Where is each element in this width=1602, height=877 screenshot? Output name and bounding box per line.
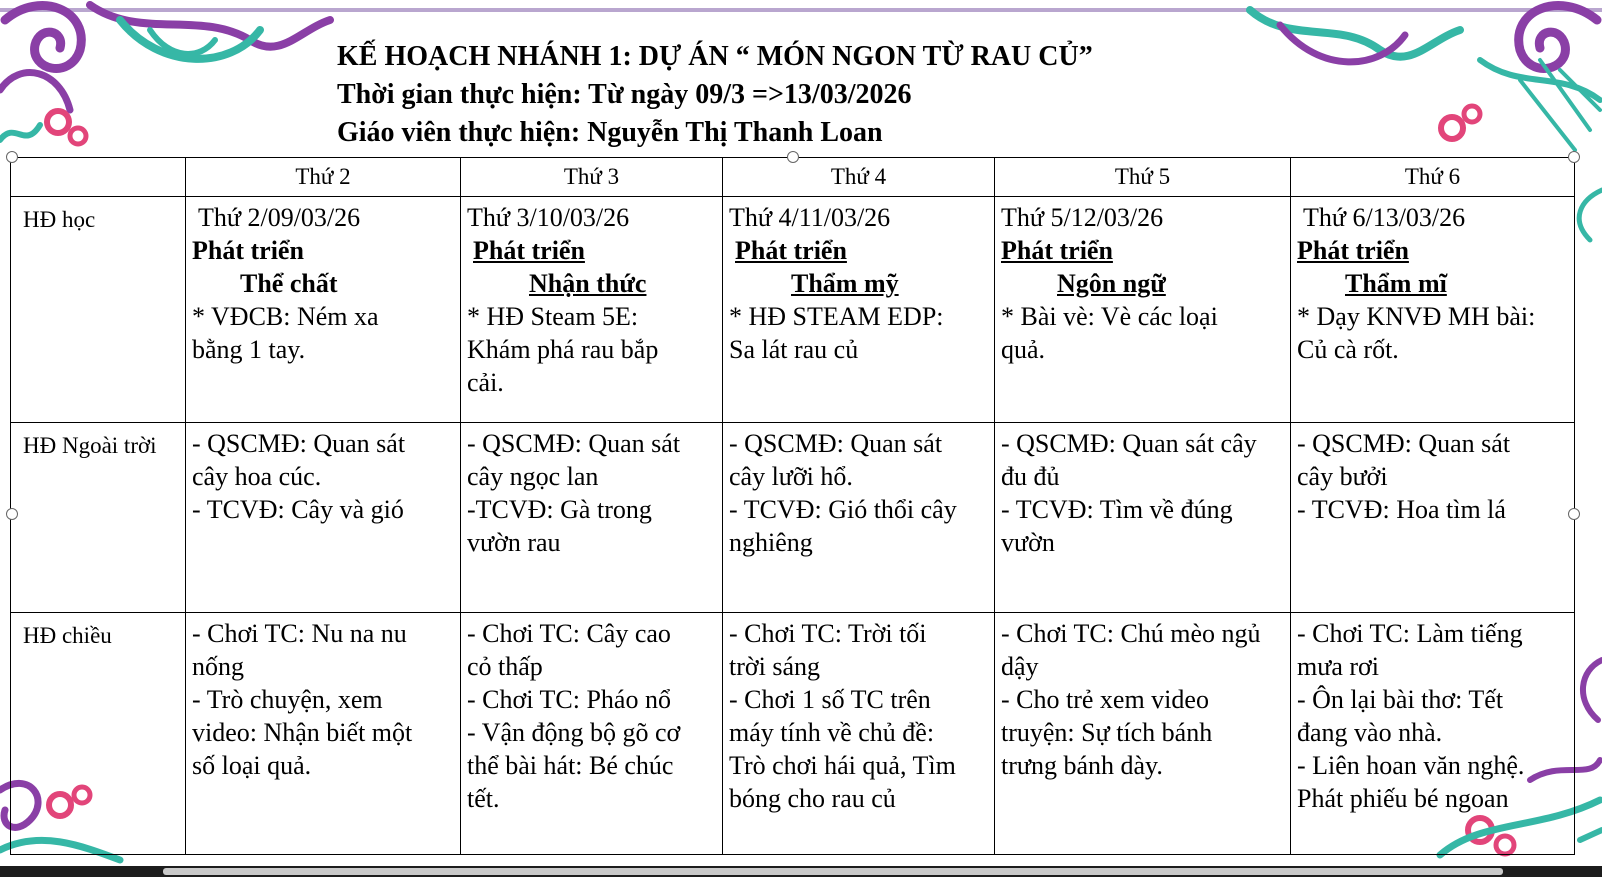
cell-line: truyện: Sự tích bánh [1001, 718, 1213, 747]
corner-cell [11, 158, 186, 197]
cell-subdomain: Ngôn ngữ [1057, 269, 1166, 298]
cell-line: - QSCMĐ: Quan sát [729, 429, 943, 458]
cell-line: - Cho trẻ xem video [1001, 685, 1209, 714]
table-row-afternoon [11, 613, 1575, 855]
resize-handle[interactable] [6, 151, 18, 163]
cell-line: - Chơi TC: Trời tối [729, 619, 927, 648]
cell-line: quả. [1001, 335, 1046, 364]
cell-line: số loại quả. [192, 751, 312, 780]
cell-line: nghiêng [729, 528, 813, 557]
day-header: Thứ 5 [995, 158, 1291, 197]
cell-line: - QSCMĐ: Quan sát cây [1001, 429, 1257, 458]
cell-subdomain: Thể chất [240, 269, 338, 298]
cell-line: cây ngọc lan [467, 462, 599, 491]
cell-line: cây hoa cúc. [192, 462, 322, 491]
cell-domain: Phát triển [192, 236, 304, 265]
cell-line: - Trò chuyện, xem [192, 685, 383, 714]
cell-line: máy tính về chủ đề: [729, 718, 935, 747]
cell-line: - TCVĐ: Cây và gió [192, 495, 404, 524]
table-cell [1291, 197, 1575, 423]
cell-line: video: Nhận biết một [192, 718, 413, 747]
weekly-plan-table [10, 157, 1575, 855]
cell-line: cải. [467, 368, 504, 397]
day-header: Thứ 3 [461, 158, 723, 197]
table-cell [995, 423, 1291, 613]
row-label: HĐ chiều [11, 613, 186, 855]
cell-line: - Chơi TC: Chú mèo ngủ [1001, 619, 1261, 648]
table-cell [186, 423, 461, 613]
cell-domain: Phát triển [473, 236, 585, 265]
cell-line: - QSCMĐ: Quan sát [192, 429, 406, 458]
table-cell [1291, 613, 1575, 855]
cell-line: tết. [467, 784, 500, 813]
cell-line: dậy [1001, 652, 1039, 681]
resize-handle[interactable] [787, 151, 799, 163]
cell-line: Củ cà rốt. [1297, 335, 1399, 364]
table-row-outdoor [11, 423, 1575, 613]
day-header: Thứ 2 [186, 158, 461, 197]
cell-line: -TCVĐ: Gà trong [467, 495, 652, 524]
cell-date: Thứ 5/12/03/26 [1001, 203, 1164, 232]
cell-line: bóng cho rau củ [729, 784, 896, 813]
cell-domain: Phát triển [1001, 236, 1113, 265]
cell-domain: Phát triển [735, 236, 847, 265]
cell-line: Khám phá rau bắp [467, 335, 659, 364]
scrollbar-thumb[interactable] [163, 868, 1503, 875]
cell-line: Phát phiếu bé ngoan [1297, 784, 1509, 813]
day-header: Thứ 6 [1291, 158, 1575, 197]
cell-line: - Chơi TC: Pháo nổ [467, 685, 671, 714]
cell-line: bằng 1 tay. [192, 335, 306, 364]
table-row-learning [11, 197, 1575, 423]
day-header: Thứ 4 [723, 158, 995, 197]
table-cell [461, 613, 723, 855]
cell-line: - Chơi TC: Nu na nu [192, 619, 407, 648]
cell-line: đang vào nhà. [1297, 718, 1443, 747]
cell-line: trưng bánh dày. [1001, 751, 1163, 780]
plan-title: KẾ HOẠCH NHÁNH 1: DỰ ÁN “ MÓN NGON TỪ RAU CỦ” [337, 41, 1093, 72]
plan-time: Thời gian thực hiện: Từ ngày 09/3 =>13/03/2026 [337, 79, 912, 110]
cell-line: * HĐ STEAM EDP: [729, 302, 944, 331]
cell-line: - QSCMĐ: Quan sát [1297, 429, 1511, 458]
cell-line: - Vận động bộ gõ cơ [467, 718, 681, 747]
resize-handle[interactable] [6, 508, 18, 520]
cell-line: Sa lát rau củ [729, 335, 859, 364]
cell-line: Trò chơi hái quả, Tìm [729, 751, 956, 780]
cell-subdomain: Thẩm mĩ [1345, 269, 1447, 298]
table-cell [186, 197, 461, 423]
cell-line: - TCVĐ: Gió thổi cây [729, 495, 957, 524]
cell-line: - TCVĐ: Hoa tìm lá [1297, 495, 1506, 524]
cell-line: cây bưởi [1297, 462, 1388, 491]
cell-line: vườn rau [467, 528, 561, 557]
cell-line: trời sáng [729, 652, 821, 681]
table-cell [995, 613, 1291, 855]
table-cell [723, 197, 995, 423]
table-cell [995, 197, 1291, 423]
cell-line: * VĐCB: Ném xa [192, 302, 379, 331]
cell-line: - QSCMĐ: Quan sát [467, 429, 681, 458]
table-cell [186, 613, 461, 855]
cell-line: - Liên hoan văn nghệ. [1297, 751, 1525, 780]
horizontal-scrollbar[interactable] [0, 866, 1602, 877]
cell-line: - Chơi TC: Làm tiếng [1297, 619, 1523, 648]
plan-teacher: Giáo viên thực hiện: Nguyễn Thị Thanh Loan [337, 117, 883, 148]
cell-date: Thứ 3/10/03/26 [467, 203, 630, 232]
cell-date: Thứ 6/13/03/26 [1303, 203, 1466, 232]
document-header [337, 38, 1093, 152]
cell-line: đu đủ [1001, 462, 1060, 491]
cell-domain: Phát triển [1297, 236, 1409, 265]
row-label: HĐ Ngoài trời [11, 423, 186, 613]
cell-line: - Chơi TC: Cây cao [467, 619, 671, 648]
cell-line: * Dạy KNVĐ MH bài: [1297, 302, 1536, 331]
resize-handle[interactable] [1568, 151, 1580, 163]
cell-date: Thứ 4/11/03/26 [729, 203, 891, 232]
cell-date: Thứ 2/09/03/26 [198, 203, 361, 232]
cell-line: * HĐ Steam 5E: [467, 302, 639, 331]
cell-subdomain: Nhận thức [529, 269, 647, 298]
cell-line: vườn [1001, 528, 1055, 557]
table-cell [1291, 423, 1575, 613]
table-header-row [11, 158, 1575, 197]
table-cell [723, 423, 995, 613]
table-cell [723, 613, 995, 855]
cell-line: * Bài vè: Vè các loại [1001, 302, 1218, 331]
cell-line: - Chơi 1 số TC trên [729, 685, 931, 714]
cell-line: thể bài hát: Bé chúc [467, 751, 674, 780]
cell-line: cây lưỡi hổ. [729, 462, 853, 491]
cell-line: mưa rơi [1297, 652, 1379, 681]
cell-line: nống [192, 652, 244, 681]
row-label: HĐ học [11, 197, 186, 423]
cell-line: - Ôn lại bài thơ: Tết [1297, 685, 1504, 714]
resize-handle[interactable] [1568, 508, 1580, 520]
table-cell [461, 423, 723, 613]
cell-subdomain: Thẩm mỹ [791, 269, 899, 298]
cell-line: - TCVĐ: Tìm về đúng [1001, 495, 1233, 524]
table-cell [461, 197, 723, 423]
cell-line: cỏ thấp [467, 652, 543, 681]
